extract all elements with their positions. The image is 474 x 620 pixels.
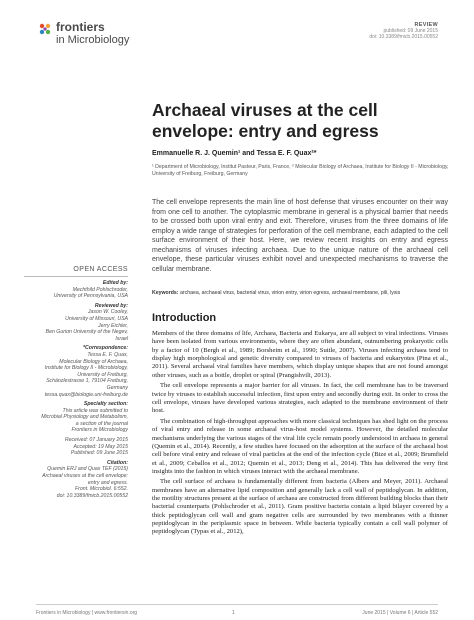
sidebar-line: Archaeal viruses at the cell envelope: bbox=[42, 473, 128, 480]
published-date: published: 09 June 2015 bbox=[383, 28, 438, 34]
dates-section bbox=[24, 437, 128, 457]
section-head: Edited by: bbox=[102, 280, 128, 286]
sidebar-line: University of Pennsylvania, USA bbox=[53, 293, 128, 300]
footer-journal-link[interactable]: Frontiers in Microbiology | www.frontiersin.org bbox=[36, 610, 138, 616]
open-access-label: OPEN ACCESS bbox=[73, 266, 128, 273]
keywords-list: archaea, archaeal virus, bacterial virus, virion entry, virion egress, archaeal membrane, pili, lysis bbox=[179, 290, 401, 296]
sidebar-line: entry and egress. bbox=[87, 479, 128, 486]
article-meta-header bbox=[369, 22, 438, 40]
keywords-label: Keywords: bbox=[152, 290, 179, 296]
correspondence-email[interactable]: tessa.quax@biologie.uni-freiburg.de bbox=[44, 391, 128, 398]
journal-logo[interactable] bbox=[38, 20, 148, 54]
page-number: 1 bbox=[232, 610, 235, 616]
sidebar-line: This article was submitted to bbox=[62, 407, 128, 414]
journal-name: frontiers bbox=[56, 20, 105, 34]
footer-divider bbox=[36, 604, 438, 605]
sidebar-line: Mechthild Pohlschroder, bbox=[72, 286, 128, 293]
sidebar-line: Jason W. Cooley, bbox=[87, 309, 128, 316]
specialty-section bbox=[24, 401, 128, 434]
body-paragraph: The cell surface of archaea is fundamentally different from bacteria (Albers and Meyer, 2011). Archaeal membranes have an alternative lipid composition and generally lack a cell wall of peptidoglycan. In addition, the motility structures present at the surface of archaea are constructed from different building blocks than their bacterial counterparts (Pohlschroder et al., 2011). Gram positive bacteria contain a lipid bilayer covered by a thick peptidoglycan cell wall and gram negative cells are surrounded by two membranes with a thinner peptidoglycan in the periplasmic space in between. While bacteria typically contain a cell wall polymer of peptidoglycan (Typas et al., 2012), bbox=[152, 478, 448, 536]
sidebar-line: University of Freiburg, bbox=[77, 371, 128, 378]
article-body bbox=[152, 330, 448, 539]
article-type: REVIEW bbox=[414, 22, 438, 28]
footer-issue-info: June 2015 | Volume 6 | Article 552 bbox=[362, 610, 438, 616]
sidebar-line: a section of the journal bbox=[75, 420, 128, 427]
sidebar-line: Tessa E. F. Quax, bbox=[87, 351, 128, 358]
edited-by-section bbox=[24, 280, 128, 300]
journal-subtitle: in Microbiology bbox=[56, 34, 130, 46]
citation-doi[interactable]: doi: 10.3389/fmicb.2015.00552 bbox=[56, 492, 128, 499]
body-paragraph: The combination of high-throughput approaches with more classical techniques has shed light on the process of viral entry and release in some archaeal virus-host model systems. However, the detailed molecular mechanisms underlying the various stages of the viral life cycle remain poorly understood in archaea in general (Quemin et al., 2014). Recently, a few studies have focused on the adsorption at the surface of the archaeal host cell before viral entry and release of viral particles at the end of the infection cycle (Bize et al., 2009; Brumfield et al., 2009; Ceballos et al., 2012; Quemin et al., 2013; Deng et al., 2014). This has delivered the very first insights into the fashion in which viruses interact with the archaeal membrane. bbox=[152, 417, 448, 475]
sidebar-divider bbox=[24, 276, 128, 277]
body-paragraph: Members of the three domains of life, Archaea, Bacteria and Eukarya, are all subject to viral infections. Viruses have been isolated from various environments, where they are often abundant, outnumbering prokaryotic cells by a factor of 10 (Bergh et al., 1989; Borsheim et al., 1990; Suttle, 2007). Viruses infecting archaea tend to display high morphological and genetic diversity compared to viruses of bacteria and eukaryotes (Pina et al., 2011). Several archaeal viral families have members, which display unique shapes that are not found amongst other viruses, such as a bottle, droplet or spiral (Prangishvili, 2013). bbox=[152, 330, 448, 379]
sidebar-line: Schänzlestrasse 1, 79104 Freiburg, bbox=[46, 378, 128, 385]
reviewed-by-section bbox=[24, 303, 128, 343]
body-paragraph: The cell envelope represents a major barrier for all viruses. In fact, the cell membrane has to be traversed twice by viruses to establish successful infection, first upon entry and secondly during exit. In order to cross the cell envelope, viruses have developed various strategies, each adapted to the membrane environment of their host. bbox=[152, 382, 448, 415]
section-head: *Correspondence: bbox=[83, 345, 128, 352]
abstract: The cell envelope represents the main line of host defense that viruses encounter on their way from one cell to another. The cytoplasmic membrane in general is a physical barrier that needs to be crossed both upon viral entry and exit. Therefore, viruses from the three domains of life employ a wide range of strategies for perforation of the cell membrane, each adapted to the cell surface environment of their host. Here, we review recent insights on entry and egress mechanisms of viruses infecting archaea. Due to the unique nature of the archaeal cell envelope, these particular viruses exhibit novel and unexpected mechanisms to traverse the cellular membrane. bbox=[152, 199, 448, 273]
sidebar-line: Institute for Biology II - Microbiology, bbox=[44, 365, 128, 372]
sidebar-line: Front. Microbiol. 6:552. bbox=[74, 486, 128, 493]
sidebar-line: Frontiers in Microbiology bbox=[71, 427, 128, 434]
frontiers-logo-icon bbox=[38, 22, 52, 36]
doi-link[interactable]: doi: 10.3389/fmicb.2015.00552 bbox=[369, 34, 438, 40]
citation-section bbox=[24, 460, 128, 500]
keywords bbox=[152, 290, 448, 296]
published-date-sidebar: Published: 09 June 2015 bbox=[70, 450, 128, 457]
sidebar-line: Microbial Physiology and Metabolism, bbox=[41, 414, 128, 421]
section-head: Specialty section: bbox=[83, 401, 128, 408]
sidebar-line: University of Missouri, USA bbox=[65, 315, 128, 322]
sidebar-line: Jerry Eichler, bbox=[98, 322, 128, 329]
correspondence-section bbox=[24, 345, 128, 398]
sidebar-line: Israel bbox=[115, 335, 128, 342]
sidebar-line: Molecular Biology of Archaea, bbox=[59, 358, 128, 365]
section-heading-introduction: Introduction bbox=[152, 312, 217, 324]
section-head: Citation: bbox=[106, 459, 128, 466]
section-head: Reviewed by: bbox=[94, 302, 128, 309]
sidebar-line: Germany bbox=[106, 384, 128, 391]
affiliations: ¹ Department of Microbiology, Institut Pasteur, Paris, France, ² Molecular Biology of Archaea, Institute for Biology II - Microbiology, University of Freiburg, Freiburg, Germany bbox=[152, 164, 449, 177]
accepted-date: Accepted: 19 May 2015 bbox=[73, 443, 128, 450]
sidebar-line: Ben Gurion University of the Negev, bbox=[45, 329, 128, 336]
author-list: Emmanuelle R. J. Quemin¹ and Tessa E. F. Quax²* bbox=[152, 150, 317, 157]
received-date: Received: 07 January 2015 bbox=[64, 437, 128, 444]
sidebar-line: Quemin ERJ and Quax TEF (2015) bbox=[47, 466, 128, 473]
article-title: Archaeal viruses at the cell envelope: entry and egress bbox=[152, 100, 379, 141]
article-info-sidebar bbox=[24, 276, 128, 502]
